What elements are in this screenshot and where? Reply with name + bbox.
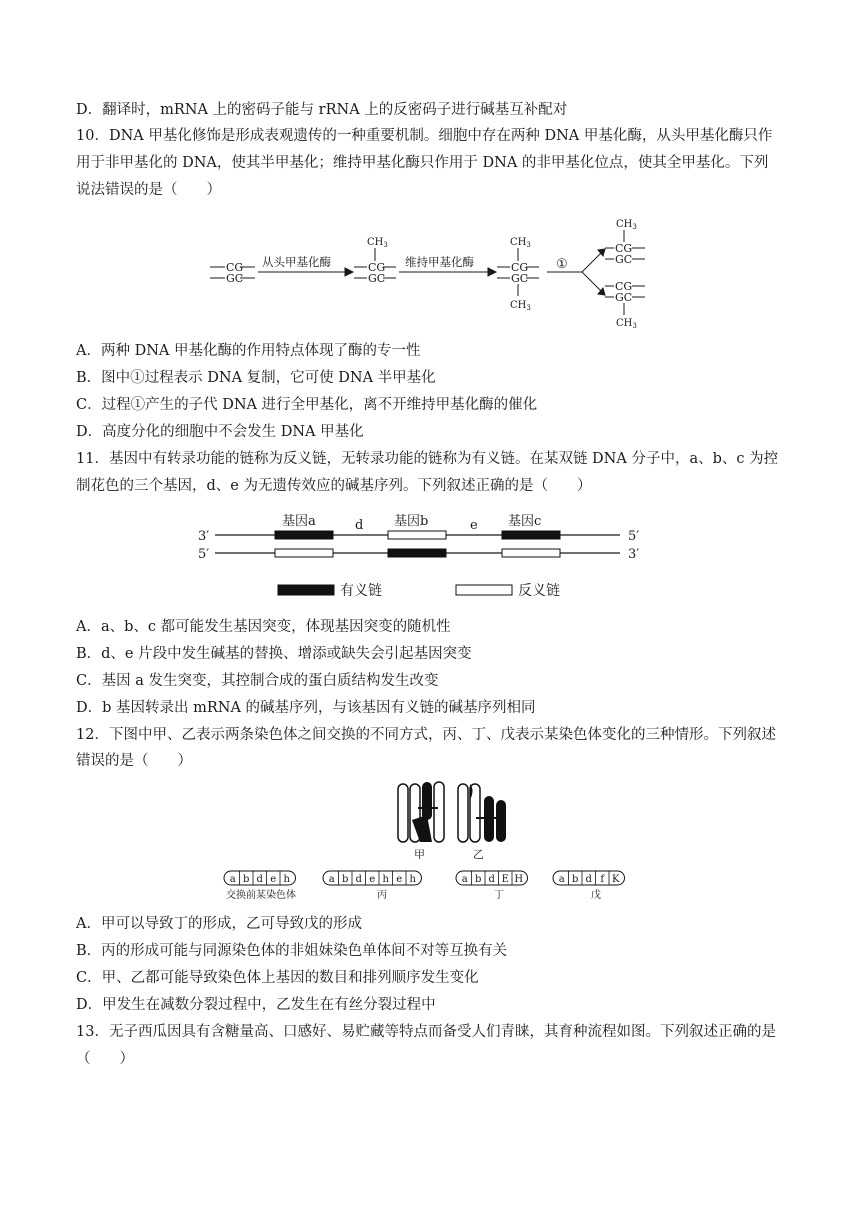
methyl-3a: $CH_3$ xyxy=(510,237,531,249)
label-jia: 甲 xyxy=(414,848,425,861)
gene-label: a xyxy=(328,874,335,885)
q11-stem-line1: 11．基因中有转录功能的链称为反义链，无转录功能的链称为有义链。在某双链 DNA 分子中，a、b、c 为控 xyxy=(76,451,779,467)
q11-option-b: B．d、e 片段中发生碱基的替换、增添或缺失会引起基因突变 xyxy=(76,646,472,662)
dna-bottom-strand-5: GC xyxy=(615,291,633,304)
segment-d-label: d xyxy=(355,518,364,533)
methyl-3b: $CH_3$ xyxy=(510,300,531,312)
methyl-5b: $CH_3$ xyxy=(616,318,637,330)
dna-top-strand-5: CG xyxy=(615,280,633,293)
q10-option-c: C．过程①产生的子代 DNA 进行全甲基化，离不开维持甲基化酶的催化 xyxy=(76,397,538,413)
caption-ding: 丁 xyxy=(494,890,504,901)
chromosome-pair-jia xyxy=(398,782,444,842)
chromosome-ding xyxy=(456,871,528,885)
q12-stem-line2: 错误的是（ ） xyxy=(76,753,192,769)
dna-bottom-strand-3: GC xyxy=(511,272,529,285)
gene-label: a xyxy=(229,874,236,885)
gene-label: e xyxy=(396,874,403,885)
q12-option-d: D．甲发生在减数分裂过程中，乙发生在有丝分裂过程中 xyxy=(76,997,436,1013)
caption-wu: 戊 xyxy=(591,890,601,901)
legend-antisense-label: 反义链 xyxy=(518,583,560,599)
gene-label: b xyxy=(572,874,579,885)
gene-label: K xyxy=(612,874,620,885)
legend-sense-label: 有义链 xyxy=(340,583,382,599)
gene-label: b xyxy=(475,874,482,885)
chromosome-original xyxy=(224,871,296,885)
dna-bottom-strand-1: GC xyxy=(226,272,244,285)
gene-label: a xyxy=(461,874,468,885)
caption-bing: 丙 xyxy=(377,890,387,901)
chromosome-bing xyxy=(323,871,422,885)
q13-stem-line1: 13．无子西瓜因具有含糖量高、口感好、易贮藏等特点而备受人们青睐，其育种流程如图。下列叙述正确的是 xyxy=(76,1024,776,1040)
segment-e-label: e xyxy=(470,518,478,533)
q10-option-b: B．图中①过程表示 DNA 复制，它可使 DNA 半甲基化 xyxy=(76,370,436,386)
q11-option-a: A．a、b、c 都可能发生基因突变，体现基因突变的随机性 xyxy=(76,619,451,635)
chromosome-wu xyxy=(553,871,625,885)
q12-stem-line1: 12．下图中甲、乙表示两条染色体之间交换的不同方式，丙、丁、戊表示某染色体变化的三种情形。下列叙述 xyxy=(76,727,776,743)
gene-label: b xyxy=(243,874,250,885)
gene-label: f xyxy=(600,874,605,885)
strand-bottom-left-end: 5′ xyxy=(198,547,210,562)
gene-label: b xyxy=(342,874,349,885)
strand-bottom-right-end: 3′ xyxy=(628,547,640,562)
gene-label: d xyxy=(488,874,495,885)
dna-bottom-strand-4: GC xyxy=(615,253,633,266)
q12-option-c: C．甲、乙都可能导致染色体上基因的数目和排列顺序发生变化 xyxy=(76,970,479,986)
enzyme1-label: 从头甲基化酶 xyxy=(262,255,331,269)
strand-top-right-end: 5′ xyxy=(628,529,640,544)
gene-label: E xyxy=(501,874,509,885)
chromosome-pair-yi xyxy=(458,784,506,842)
q10-stem-line2: 用于非甲基化的 DNA，使其半甲基化；维持甲基化酶只作用于 DNA 的非甲基化位点，使其全甲基化。下列 xyxy=(76,155,769,171)
gene-label: e xyxy=(270,874,277,885)
q11-stem-line2: 制花色的三个基因，d、e 为无遗传效应的碱基序列。下列叙述正确的是（ ） xyxy=(76,478,592,494)
dna-top-strand-3: CG xyxy=(511,261,529,274)
gene-label: h xyxy=(409,874,416,885)
q9-option-d: D．翻译时，mRNA 上的密码子能与 rRNA 上的反密码子进行碱基互补配对 xyxy=(76,102,568,118)
gene-c-label: 基因c xyxy=(508,514,542,529)
methyl-2a: $CH_3$ xyxy=(367,237,388,249)
dna-top-strand-2: CG xyxy=(368,261,386,274)
dna-top-strand-1: CG xyxy=(226,261,244,274)
step-1-label: ① xyxy=(556,257,568,272)
q10-option-a: A．两种 DNA 甲基化酶的作用特点体现了酶的专一性 xyxy=(76,343,421,359)
q13-stem-line2: （ ） xyxy=(76,1051,134,1067)
gene-label: H xyxy=(514,874,524,885)
dna-bottom-strand-2: GC xyxy=(368,272,386,285)
gene-label: h xyxy=(283,874,290,885)
gene-label: h xyxy=(382,874,389,885)
q11-option-d: D．b 基因转录出 mRNA 的碱基序列，与该基因有义链的碱基序列相同 xyxy=(76,700,536,716)
gene-b-label: 基因b xyxy=(394,514,429,529)
q10-stem-line3: 说法错误的是（ ） xyxy=(76,182,221,198)
gene-label: d xyxy=(256,874,263,885)
q11-option-c: C．基因 a 发生突变，其控制合成的蛋白质结构发生改变 xyxy=(76,673,439,689)
gene-label: a xyxy=(558,874,565,885)
label-yi: 乙 xyxy=(473,848,484,861)
gene-label: d xyxy=(355,874,362,885)
strand-top-left-end: 3′ xyxy=(198,529,210,544)
gene-label: e xyxy=(369,874,376,885)
gene-label: d xyxy=(585,874,592,885)
caption-original-chromosome: 交换前某染色体 xyxy=(226,890,296,901)
q10-stem-line1: 10．DNA 甲基化修饰是形成表观遗传的一种重要机制。细胞中存在两种 DNA 甲基化酶，从头甲基化酶只作 xyxy=(76,128,773,144)
methyl-4a: $CH_3$ xyxy=(616,219,637,231)
gene-a-label: 基因a xyxy=(282,514,316,529)
enzyme2-label: 维持甲基化酶 xyxy=(405,255,474,269)
q12-option-b: B．丙的形成可能与同源染色体的非姐妹染色单体间不对等互换有关 xyxy=(76,943,508,959)
q12-option-a: A．甲可以导致丁的形成，乙可导致戊的形成 xyxy=(76,916,362,932)
dna-top-strand-4: CG xyxy=(615,242,633,255)
q10-option-d: D．高度分化的细胞中不会发生 DNA 甲基化 xyxy=(76,424,364,440)
